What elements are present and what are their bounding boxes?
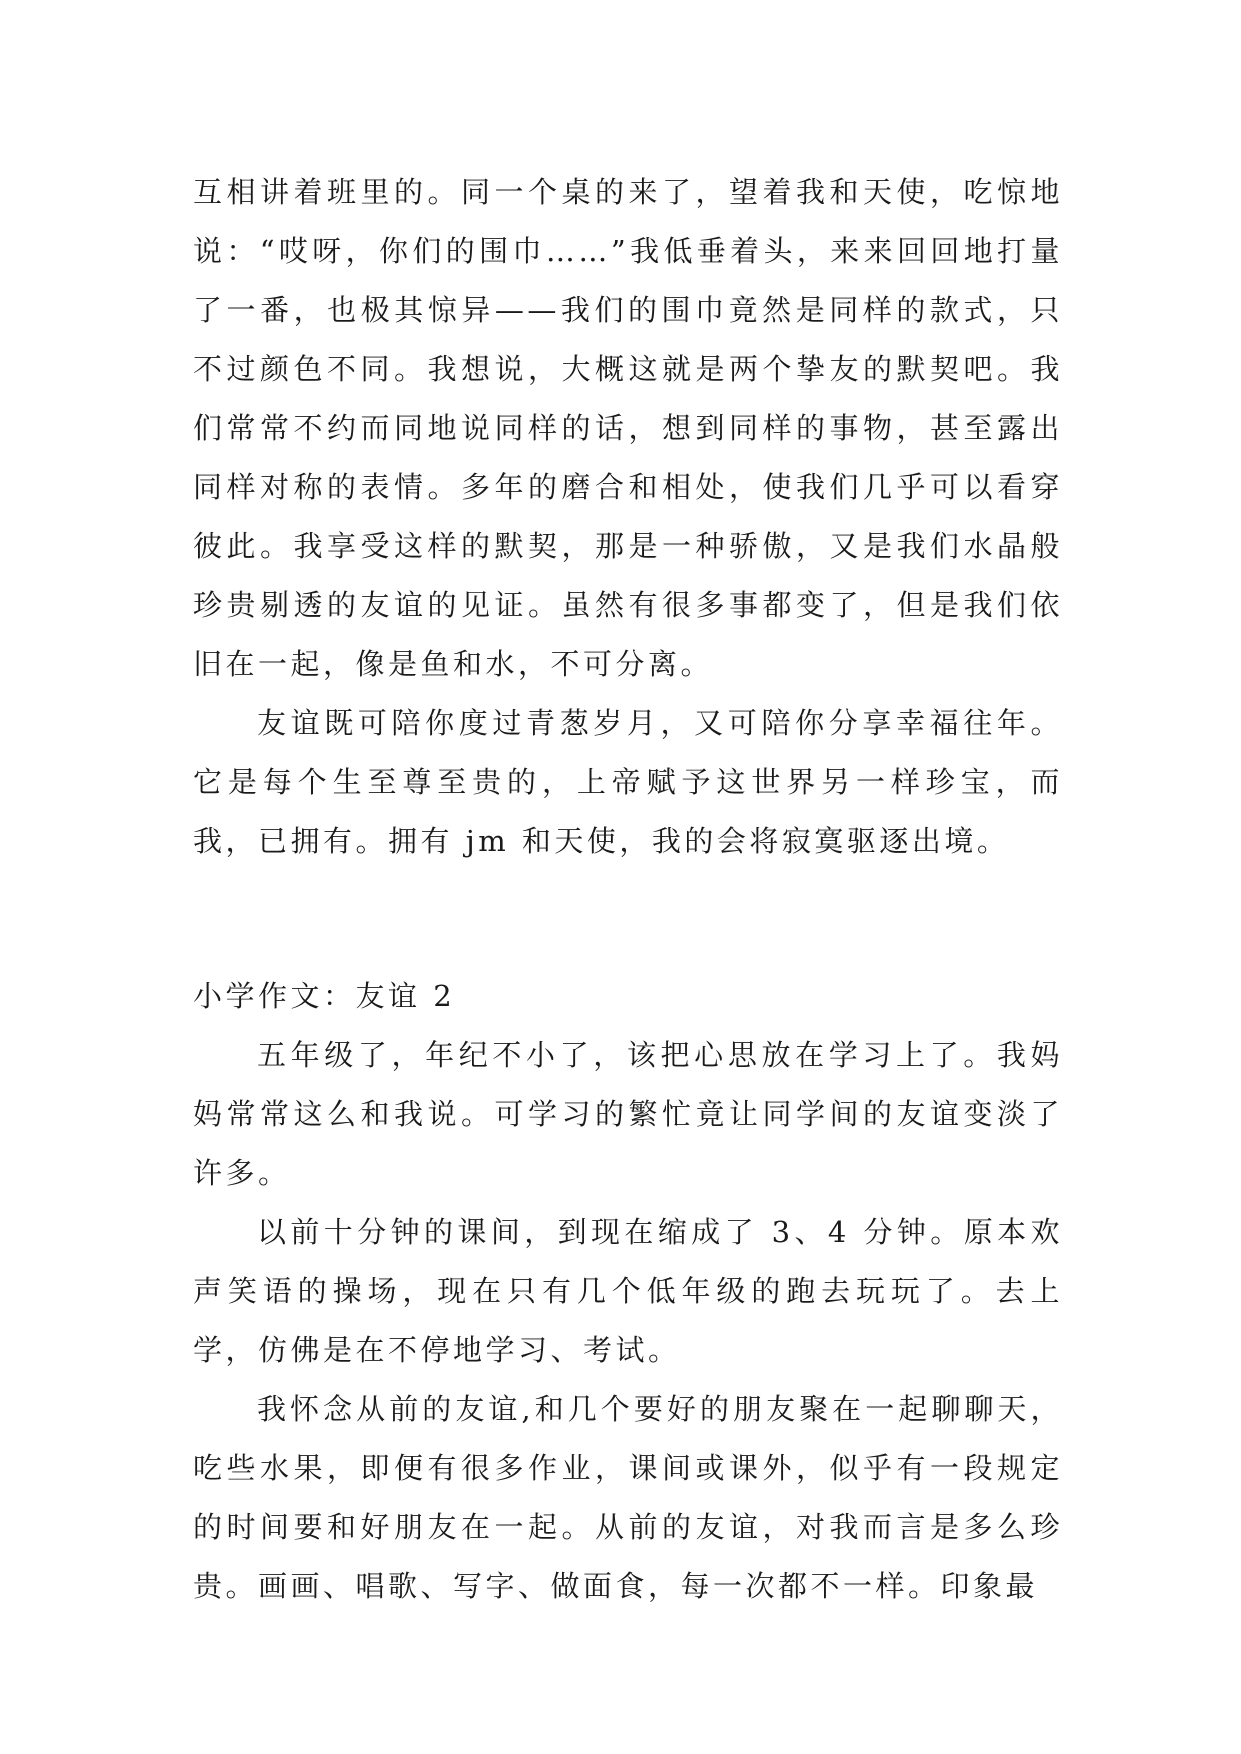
- paragraph: 以前十分钟的课间，到现在缩成了 3、4 分钟。原本欢声笑语的操场，现在只有几个低年级的跑去玩玩了。去上学，仿佛是在不停地学习、考试。: [193, 1215, 1063, 1367]
- section-title: 小学作文：友谊 2: [193, 979, 456, 1013]
- paragraph: 五年级了，年纪不小了，该把心思放在学习上了。我妈妈常常这么和我说。可学习的繁忙竟让同学间的友谊变淡了许多。: [193, 1038, 1063, 1190]
- paragraph: 友谊既可陪你度过青葱岁月，又可陪你分享幸福往年。它是每个生至尊至贵的，上帝赋予这世界另一样珍宝，而我，已拥有。拥有 jm 和天使，我的会将寂寞驱逐出境。: [193, 706, 1063, 858]
- paragraph: 我怀念从前的友谊,和几个要好的朋友聚在一起聊聊天，吃些水果，即便有很多作业，课间或课外，似乎有一段规定的时间要和好朋友在一起。从前的友谊，对我而言是多么珍贵。画画、唱歌、写字、做面食，每一次都不一样。印象最: [193, 1392, 1063, 1603]
- document-body: [193, 163, 1063, 1616]
- paragraph-continued: 互相讲着班里的。同一个桌的来了，望着我和天使，吃惊地说：“哎呀，你们的围巾……”我低垂着头，来来回回地打量了一番，也极其惊异——我们的围巾竟然是同样的款式，只不过颜色不同。我想说，大概这就是两个挚友的默契吧。我们常常不约而同地说同样的话，想到同样的事物，甚至露出同样对称的表情。多年的磨合和相处，使我们几乎可以看穿彼此。我享受这样的默契，那是一种骄傲，又是我们水晶般珍贵剔透的友谊的见证。虽然有很多事都变了，但是我们依旧在一起，像是鱼和水，不可分离。: [193, 175, 1063, 681]
- section-spacer: [193, 871, 1063, 967]
